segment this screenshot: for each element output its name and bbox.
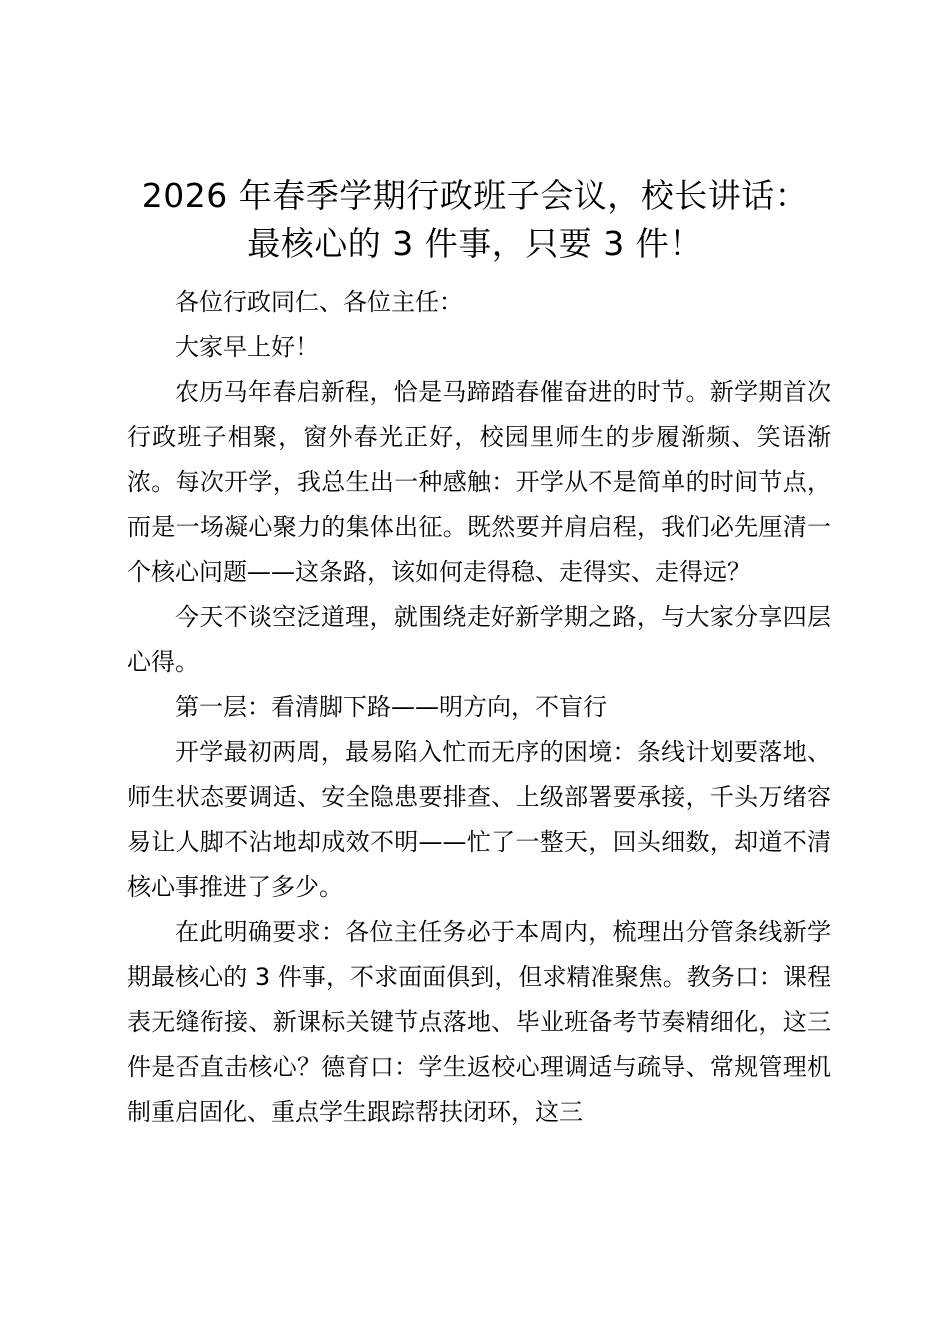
document-title	[120, 172, 830, 268]
paragraph-section-1: 开学最初两周，最易陷入忙而无序的困境：条线计划要落地、师生状态要调适、安全隐患要排查、上级部署要承接，千头万绪容易让人脚不沾地却成效不明——忙了一整天，回头细数，却道不清核心事推进了多少。	[127, 738, 831, 901]
paragraph-requirements: 在此明确要求：各位主任务必于本周内，梳理出分管条线新学期最核心的 3 件事，不求面面俱到，但求精准聚焦。教务口：课程表无缝衔接、新课标关键节点落地、毕业班备考节奏精细化，这三件是否直击核心？德育口：学生返校心理调适与疏导、常规管理机制重启固化、重点学生跟踪帮扶闭环，这三	[127, 918, 831, 1126]
paragraph-greeting: 大家早上好！	[175, 333, 319, 361]
section-heading-1: 第一层：看清脚下路——明方向，不盲行	[175, 693, 607, 721]
title-line-2: 最核心的 3 件事，只要 3 件！	[247, 224, 703, 263]
document-body	[127, 280, 831, 1135]
paragraph-opening: 农历马年春启新程，恰是马蹄踏春催奋进的时节。新学期首次行政班子相聚，窗外春光正好，校园里师生的步履渐频、笑语渐浓。每次开学，我总生出一种感触：开学从不是简单的时间节点，而是一场凝心聚力的集体出征。既然要并肩启程，我们必先厘清一个核心问题——这条路，该如何走得稳、走得实、走得远？	[127, 378, 831, 586]
paragraph-salutation: 各位行政同仁、各位主任：	[175, 288, 463, 316]
paragraph-intro: 今天不谈空泛道理，就围绕走好新学期之路，与大家分享四层心得。	[127, 603, 831, 676]
title-line-1: 2026 年春季学期行政班子会议，校长讲话：	[141, 176, 809, 215]
